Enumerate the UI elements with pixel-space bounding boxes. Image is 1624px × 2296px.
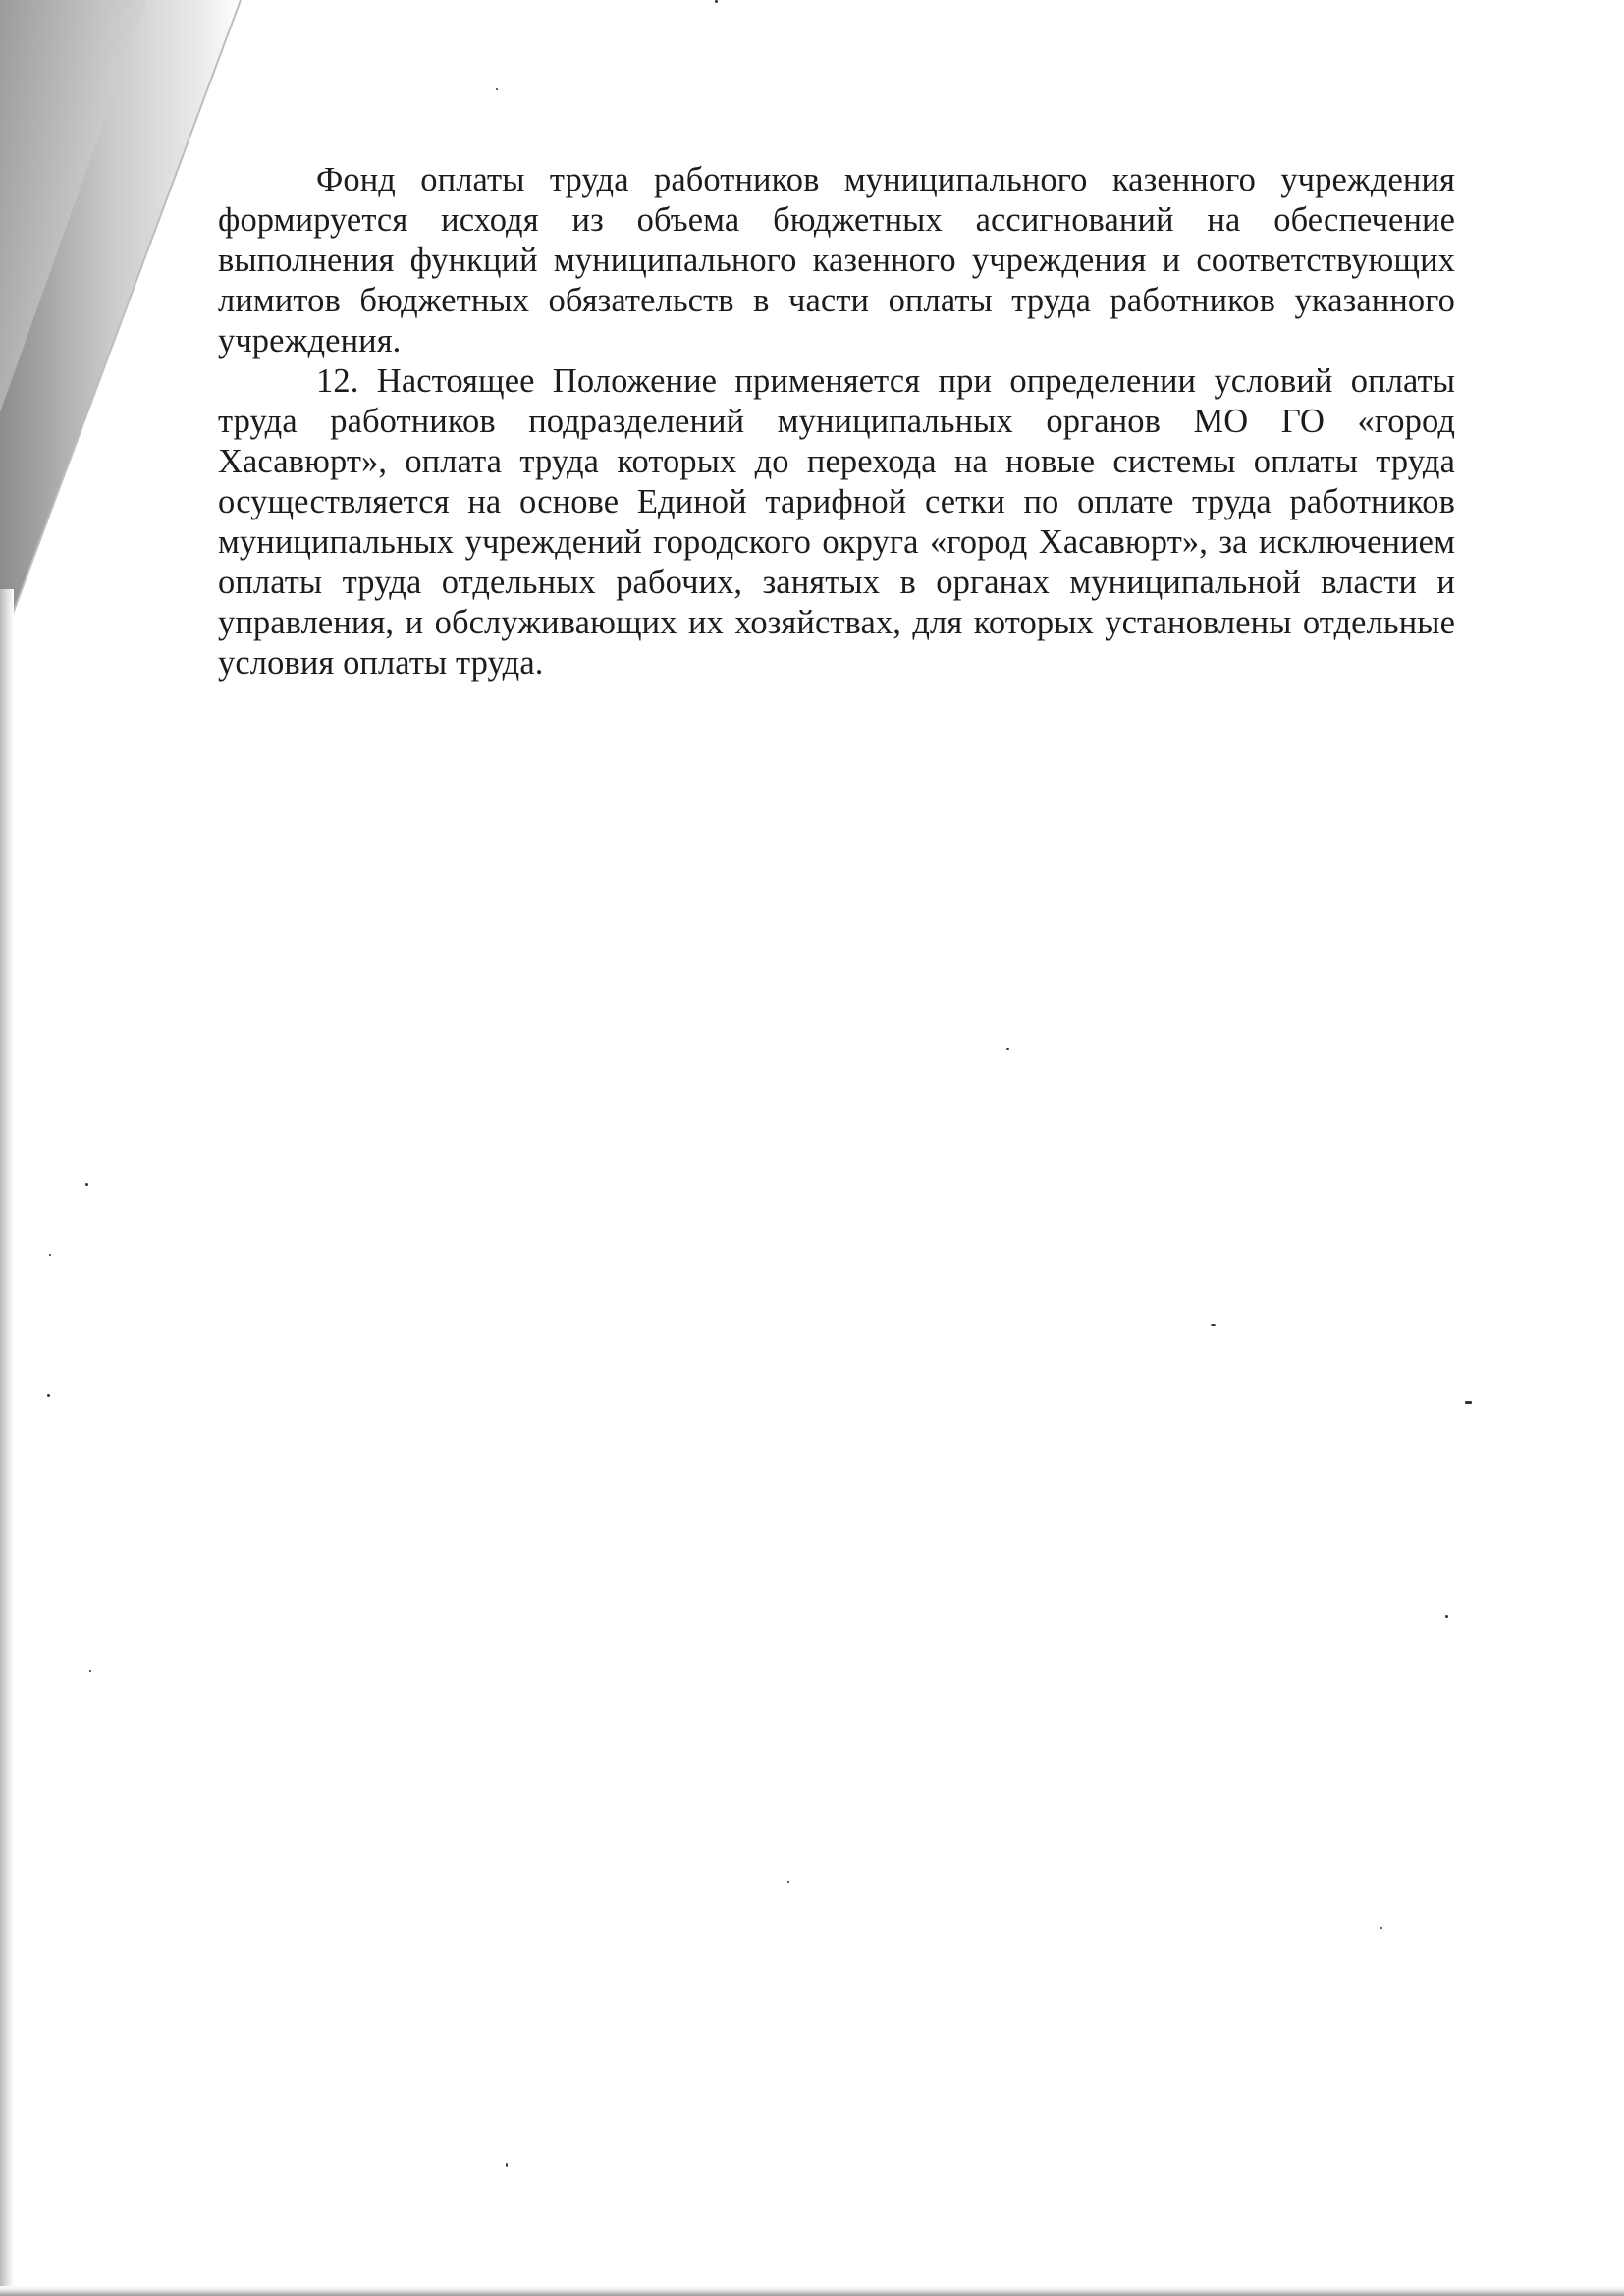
scan-speck xyxy=(89,1670,91,1672)
scan-speck xyxy=(1465,1401,1472,1404)
scan-speck xyxy=(49,1254,51,1256)
scan-bottom-edge xyxy=(0,2286,1624,2296)
scan-speck xyxy=(496,88,498,90)
scan-speck xyxy=(1445,1615,1448,1618)
scan-speck xyxy=(506,2163,508,2167)
document-body xyxy=(218,160,1455,683)
scan-speck xyxy=(85,1183,88,1186)
paragraph-12-regulation-scope: 12. Настоящее Положение применяется при определении условий оплаты труда работников подразделений муниципальных органов МО ГО «город Хасавюрт», оплата труда которых до перехода на новые системы оплаты труда осуществляется на основе Единой тарифной сетки по оплате труда работников муниципальных учреждений городского округа «город Хасавюрт», за исключением оплаты труда отдельных рабочих, занятых в органах муниципальной власти и управления, и обслуживающих их хозяйствах, для которых установлены отдельные условия оплаты труда. xyxy=(218,362,1455,682)
scan-speck xyxy=(1006,1048,1009,1050)
scan-speck xyxy=(1380,1927,1382,1929)
scan-speck xyxy=(47,1394,50,1397)
page-curl-shadow xyxy=(0,0,245,668)
paragraph-wage-fund: Фонд оплаты труда работников муниципального казенного учреждения формируется исходя из объема бюджетных ассигнований на обеспечение выполнения функций муниципального казенного учреждения и соответствующих лимитов бюджетных обязательств в части оплаты труда работников указанного учреждения. xyxy=(218,161,1455,359)
scan-speck xyxy=(1211,1324,1216,1326)
scan-speck xyxy=(787,1881,789,1883)
scan-speck xyxy=(715,0,718,3)
scan-left-edge-shadow xyxy=(0,589,14,2296)
